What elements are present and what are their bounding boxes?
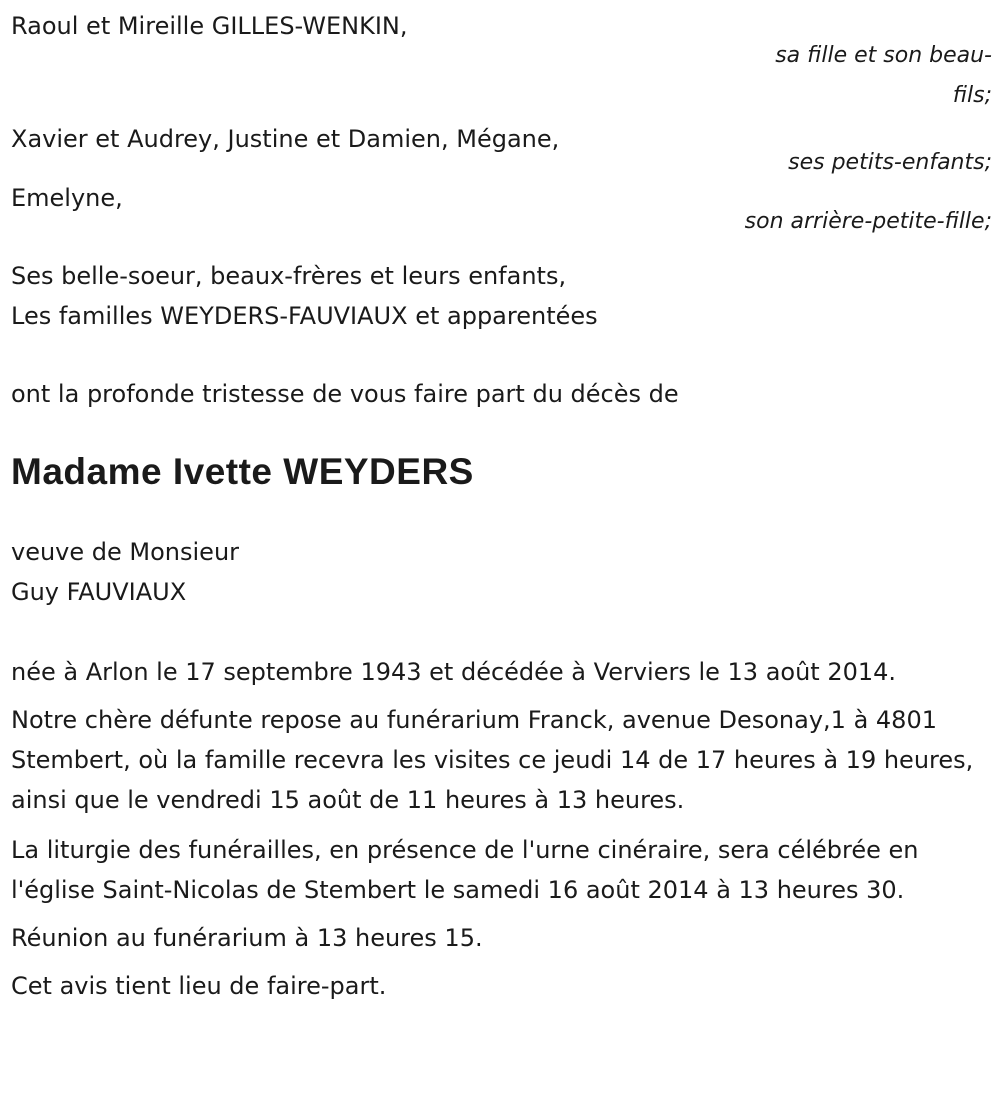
- details: [11, 652, 992, 1006]
- family-relation: ses petits-enfants;: [788, 150, 992, 175]
- widow-line: Guy FAUVIAUX: [11, 578, 187, 606]
- family-group-2: [11, 119, 992, 183]
- funeral-paragraph: La liturgie des funérailles, en présence de l'urne cinéraire, sera célébrée en l'église Saint-Nicolas de Stembert le samedi 16 août 2014 à 13 heures 30.: [11, 836, 919, 904]
- meeting-paragraph: Réunion au funérarium à 13 heures 15.: [11, 924, 483, 952]
- family-names: Raoul et Mireille GILLES-WENKIN,: [11, 12, 408, 40]
- visitation-paragraph: Notre chère défunte repose au funérarium Franck, avenue Desonay,1 à 4801 Stembert, où la famille recevra les visites ce jeudi 14 de 17 heures à 19 heures, ainsi que le vendredi 15 août de 11 heures à 13 heures.: [11, 706, 974, 814]
- family-relation: son arrière-petite-fille;: [744, 209, 992, 234]
- announcement-text: ont la profonde tristesse de vous faire part du décès de: [11, 380, 679, 408]
- other-relatives-line: Les familles WEYDERS-FAUVIAUX et apparentées: [11, 302, 598, 330]
- deceased-name: Madame Ivette WEYDERS: [11, 451, 474, 492]
- other-relatives: [11, 256, 992, 336]
- widow-of: [11, 532, 992, 612]
- family-group-1: [11, 6, 992, 116]
- notice-paragraph: Cet avis tient lieu de faire-part.: [11, 972, 387, 1000]
- family-relation: sa fille et son beau-fils;: [775, 43, 992, 108]
- family-names: Emelyne,: [11, 184, 123, 212]
- family-names: Xavier et Audrey, Justine et Damien, Mégane,: [11, 125, 560, 153]
- widow-line: veuve de Monsieur: [11, 538, 240, 566]
- birth-death-paragraph: née à Arlon le 17 septembre 1943 et décédée à Verviers le 13 août 2014.: [11, 658, 897, 686]
- obituary-document: [11, 0, 992, 1006]
- family-group-3: [11, 178, 992, 242]
- other-relatives-line: Ses belle-soeur, beaux-frères et leurs enfants,: [11, 262, 567, 290]
